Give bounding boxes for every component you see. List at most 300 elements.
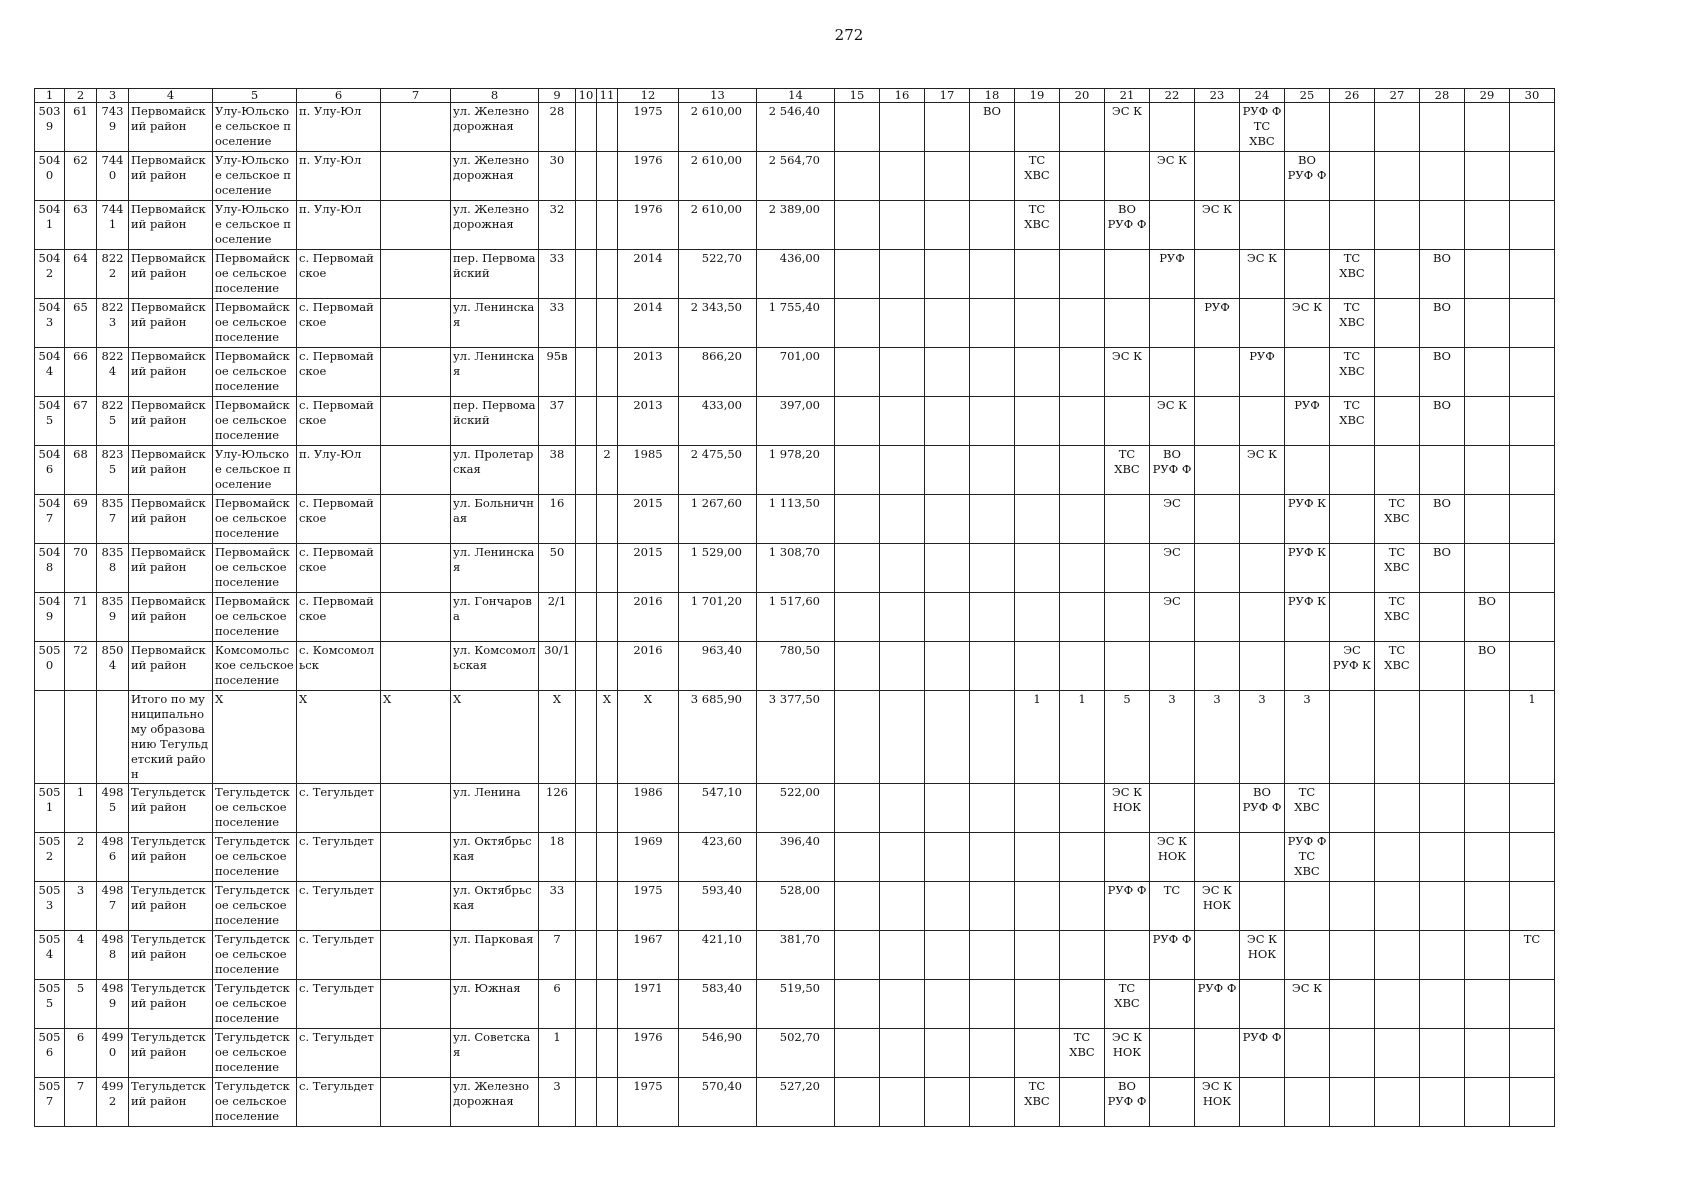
cell-col-20: [1060, 931, 1105, 980]
cell-col-11: [597, 397, 618, 446]
cell-col-24: ВО РУФ Ф: [1240, 784, 1285, 833]
cell-col-27: [1375, 446, 1420, 495]
cell-col-22: ЭС К: [1150, 397, 1195, 446]
cell-col-9: 37: [539, 397, 576, 446]
cell-col-1: 5042: [35, 250, 65, 299]
cell-col-21: [1105, 833, 1150, 882]
cell-col-26: ТС ХВС: [1330, 299, 1375, 348]
cell-col-20: [1060, 544, 1105, 593]
cell-col-25: ТС ХВС: [1285, 784, 1330, 833]
column-header-10: 10: [576, 89, 597, 103]
cell-col-20: [1060, 397, 1105, 446]
cell-col-29: [1465, 1029, 1510, 1078]
cell-col-3: 7440: [97, 152, 129, 201]
cell-col-23: [1195, 1029, 1240, 1078]
column-header-13: 13: [679, 89, 757, 103]
cell-col-15: [835, 642, 880, 691]
cell-col-6: с. Первомайское: [297, 348, 381, 397]
cell-col-18: [970, 201, 1015, 250]
cell-col-11: [597, 250, 618, 299]
cell-col-29: [1465, 980, 1510, 1029]
column-header-15: 15: [835, 89, 880, 103]
cell-col-4: Первомайский район: [129, 250, 213, 299]
cell-col-12: 1967: [618, 931, 679, 980]
cell-col-13: 421,10: [679, 931, 757, 980]
cell-col-8: ул. Гончарова: [451, 593, 539, 642]
cell-col-8: ул. Пролетарская: [451, 446, 539, 495]
cell-col-26: [1330, 593, 1375, 642]
cell-col-21: ТС ХВС: [1105, 980, 1150, 1029]
cell-col-8: пер. Первомайский: [451, 397, 539, 446]
cell-col-6: с. Первомайское: [297, 397, 381, 446]
cell-col-29: ВО: [1465, 593, 1510, 642]
cell-col-3: 4985: [97, 784, 129, 833]
cell-col-25: РУФ К: [1285, 593, 1330, 642]
cell-col-2: 1: [65, 784, 97, 833]
column-header-25: 25: [1285, 89, 1330, 103]
cell-col-2: 2: [65, 833, 97, 882]
column-header-3: 3: [97, 89, 129, 103]
cell-col-29: [1465, 833, 1510, 882]
cell-col-12: 1976: [618, 201, 679, 250]
cell-col-24: [1240, 201, 1285, 250]
cell-col-19: [1015, 348, 1060, 397]
cell-col-7: [381, 544, 451, 593]
cell-col-12: 1976: [618, 1029, 679, 1078]
cell-col-23: [1195, 833, 1240, 882]
cell-col-20: [1060, 980, 1105, 1029]
cell-col-9: 7: [539, 931, 576, 980]
cell-col-27: [1375, 833, 1420, 882]
cell-col-14: 1 517,60: [757, 593, 835, 642]
cell-col-27: ТС ХВС: [1375, 495, 1420, 544]
cell-col-10: [576, 882, 597, 931]
cell-col-12: 2015: [618, 544, 679, 593]
cell-col-27: [1375, 1078, 1420, 1127]
cell-col-14: 519,50: [757, 980, 835, 1029]
cell-col-12: 2013: [618, 397, 679, 446]
cell-col-26: [1330, 544, 1375, 593]
cell-col-28: [1420, 103, 1465, 152]
cell-col-13: 433,00: [679, 397, 757, 446]
cell-col-28: [1420, 593, 1465, 642]
cell-col-11: [597, 103, 618, 152]
cell-col-22: ЭС К: [1150, 152, 1195, 201]
cell-col-3: 4990: [97, 1029, 129, 1078]
cell-col-20: [1060, 1078, 1105, 1127]
cell-col-25: [1285, 1078, 1330, 1127]
cell-col-14: 1 978,20: [757, 446, 835, 495]
cell-col-23: [1195, 593, 1240, 642]
cell-col-16: [880, 784, 925, 833]
cell-col-23: [1195, 103, 1240, 152]
cell-col-11: [597, 1078, 618, 1127]
cell-col-12: 2016: [618, 593, 679, 642]
cell-col-2: 68: [65, 446, 97, 495]
cell-col-22: [1150, 201, 1195, 250]
cell-col-20: [1060, 201, 1105, 250]
cell-col-9: 3: [539, 1078, 576, 1127]
cell-col-2: 67: [65, 397, 97, 446]
cell-col-11: 2: [597, 446, 618, 495]
cell-col-18: [970, 250, 1015, 299]
column-header-24: 24: [1240, 89, 1285, 103]
cell-col-25: [1285, 642, 1330, 691]
cell-col-1: 5040: [35, 152, 65, 201]
cell-col-8: ул. Железнодорожная: [451, 152, 539, 201]
cell-col-8: пер. Первомайский: [451, 250, 539, 299]
cell-col-8: ул. Больничная: [451, 495, 539, 544]
cell-col-26: [1330, 784, 1375, 833]
cell-col-30: [1510, 1029, 1555, 1078]
cell-col-16: [880, 833, 925, 882]
cell-col-28: [1420, 882, 1465, 931]
cell-col-16: [880, 593, 925, 642]
cell-col-5: Улу-Юльское сельское поселение: [213, 152, 297, 201]
cell-col-21: [1105, 299, 1150, 348]
cell-col-5: Первомайское сельское поселение: [213, 593, 297, 642]
cell-col-16: [880, 882, 925, 931]
cell-col-26: [1330, 201, 1375, 250]
cell-col-4: Первомайский район: [129, 299, 213, 348]
cell-col-18: [970, 299, 1015, 348]
cell-col-25: [1285, 103, 1330, 152]
cell-col-5: Улу-Юльское сельское поселение: [213, 201, 297, 250]
cell-col-3: 8359: [97, 593, 129, 642]
cell-col-18: [970, 833, 1015, 882]
cell-col-21: [1105, 544, 1150, 593]
cell-col-2: [65, 691, 97, 784]
cell-col-9: 1: [539, 1029, 576, 1078]
cell-col-29: [1465, 299, 1510, 348]
cell-col-27: [1375, 299, 1420, 348]
cell-col-10: [576, 931, 597, 980]
cell-col-14: 2 389,00: [757, 201, 835, 250]
cell-col-7: [381, 446, 451, 495]
cell-col-22: ТС: [1150, 882, 1195, 931]
cell-col-14: 2 564,70: [757, 152, 835, 201]
registry-table: [34, 88, 1555, 1127]
cell-col-8: ул. Ленина: [451, 784, 539, 833]
cell-col-14: 381,70: [757, 931, 835, 980]
cell-col-15: [835, 1078, 880, 1127]
cell-col-6: с. Первомайское: [297, 299, 381, 348]
cell-col-4: Первомайский район: [129, 544, 213, 593]
cell-col-21: ТС ХВС: [1105, 446, 1150, 495]
cell-col-1: 5039: [35, 103, 65, 152]
table-row: [35, 495, 1555, 544]
cell-col-21: ВО РУФ Ф: [1105, 201, 1150, 250]
cell-col-21: ЭС К НОК: [1105, 1029, 1150, 1078]
cell-col-7: [381, 980, 451, 1029]
cell-col-25: [1285, 201, 1330, 250]
cell-col-1: 5047: [35, 495, 65, 544]
cell-col-5: X: [213, 691, 297, 784]
cell-col-24: [1240, 833, 1285, 882]
cell-col-30: [1510, 642, 1555, 691]
cell-col-27: [1375, 784, 1420, 833]
cell-col-3: 4988: [97, 931, 129, 980]
column-header-8: 8: [451, 89, 539, 103]
cell-col-8: ул. Железнодорожная: [451, 201, 539, 250]
cell-col-8: ул. Железнодорожная: [451, 1078, 539, 1127]
cell-col-1: 5045: [35, 397, 65, 446]
cell-col-22: ЭС: [1150, 544, 1195, 593]
cell-col-12: 1975: [618, 103, 679, 152]
cell-col-8: ул. Ленинская: [451, 544, 539, 593]
cell-col-17: [925, 882, 970, 931]
cell-col-2: 6: [65, 1029, 97, 1078]
cell-col-7: [381, 495, 451, 544]
cell-col-21: [1105, 642, 1150, 691]
cell-col-29: [1465, 931, 1510, 980]
cell-col-25: [1285, 931, 1330, 980]
cell-col-30: [1510, 1078, 1555, 1127]
cell-col-13: 2 343,50: [679, 299, 757, 348]
cell-col-12: 1975: [618, 1078, 679, 1127]
cell-col-30: [1510, 397, 1555, 446]
cell-col-5: Тегульдетское сельское поселение: [213, 1078, 297, 1127]
cell-col-20: ТС ХВС: [1060, 1029, 1105, 1078]
column-header-11: 11: [597, 89, 618, 103]
cell-col-26: [1330, 980, 1375, 1029]
cell-col-16: [880, 495, 925, 544]
cell-col-18: [970, 593, 1015, 642]
cell-col-20: [1060, 446, 1105, 495]
cell-col-29: [1465, 152, 1510, 201]
cell-col-3: 4992: [97, 1078, 129, 1127]
cell-col-7: [381, 784, 451, 833]
cell-col-26: ТС ХВС: [1330, 250, 1375, 299]
cell-col-3: 8358: [97, 544, 129, 593]
cell-col-18: [970, 397, 1015, 446]
cell-col-5: Тегульдетское сельское поселение: [213, 833, 297, 882]
cell-col-10: [576, 1029, 597, 1078]
cell-col-7: [381, 593, 451, 642]
column-header-20: 20: [1060, 89, 1105, 103]
cell-col-22: ВО РУФ Ф: [1150, 446, 1195, 495]
cell-col-25: РУФ К: [1285, 544, 1330, 593]
cell-col-8: ул. Октябрьская: [451, 833, 539, 882]
cell-col-14: 1 755,40: [757, 299, 835, 348]
cell-col-27: [1375, 691, 1420, 784]
cell-col-9: 33: [539, 250, 576, 299]
cell-col-15: [835, 397, 880, 446]
cell-col-17: [925, 642, 970, 691]
cell-col-8: ул. Парковая: [451, 931, 539, 980]
cell-col-21: [1105, 397, 1150, 446]
cell-col-5: Первомайское сельское поселение: [213, 348, 297, 397]
cell-col-23: [1195, 495, 1240, 544]
cell-col-20: 1: [1060, 691, 1105, 784]
cell-col-14: 3 377,50: [757, 691, 835, 784]
cell-col-16: [880, 1078, 925, 1127]
cell-col-15: [835, 299, 880, 348]
cell-col-15: [835, 201, 880, 250]
cell-col-18: [970, 1029, 1015, 1078]
cell-col-30: [1510, 201, 1555, 250]
cell-col-19: ТС ХВС: [1015, 1078, 1060, 1127]
cell-col-16: [880, 250, 925, 299]
cell-col-13: 1 267,60: [679, 495, 757, 544]
cell-col-25: ЭС К: [1285, 299, 1330, 348]
cell-col-15: [835, 103, 880, 152]
cell-col-9: 30/1: [539, 642, 576, 691]
cell-col-5: Тегульдетское сельское поселение: [213, 1029, 297, 1078]
cell-col-12: 1975: [618, 882, 679, 931]
table-row: [35, 882, 1555, 931]
cell-col-4: Первомайский район: [129, 201, 213, 250]
cell-col-24: РУФ Ф ТС ХВС: [1240, 103, 1285, 152]
cell-col-9: 32: [539, 201, 576, 250]
cell-col-2: 7: [65, 1078, 97, 1127]
cell-col-25: РУФ: [1285, 397, 1330, 446]
cell-col-3: 8504: [97, 642, 129, 691]
cell-col-18: [970, 784, 1015, 833]
cell-col-29: [1465, 348, 1510, 397]
cell-col-4: Тегульдетский район: [129, 784, 213, 833]
cell-col-17: [925, 103, 970, 152]
cell-col-9: 28: [539, 103, 576, 152]
cell-col-20: [1060, 833, 1105, 882]
cell-col-16: [880, 152, 925, 201]
cell-col-16: [880, 201, 925, 250]
cell-col-17: [925, 348, 970, 397]
cell-col-7: [381, 1078, 451, 1127]
cell-col-2: 66: [65, 348, 97, 397]
cell-col-22: [1150, 980, 1195, 1029]
cell-col-17: [925, 691, 970, 784]
cell-col-17: [925, 593, 970, 642]
column-header-14: 14: [757, 89, 835, 103]
cell-col-13: 866,20: [679, 348, 757, 397]
cell-col-19: [1015, 544, 1060, 593]
cell-col-22: [1150, 642, 1195, 691]
cell-col-12: 2013: [618, 348, 679, 397]
cell-col-7: [381, 642, 451, 691]
cell-col-19: [1015, 980, 1060, 1029]
cell-col-4: Первомайский район: [129, 397, 213, 446]
cell-col-11: X: [597, 691, 618, 784]
cell-col-4: Первомайский район: [129, 495, 213, 544]
column-header-9: 9: [539, 89, 576, 103]
cell-col-9: 2/1: [539, 593, 576, 642]
cell-col-27: [1375, 397, 1420, 446]
cell-col-26: [1330, 1078, 1375, 1127]
cell-col-26: [1330, 103, 1375, 152]
cell-col-5: Тегульдетское сельское поселение: [213, 784, 297, 833]
table-row: [35, 201, 1555, 250]
cell-col-15: [835, 446, 880, 495]
cell-col-6: X: [297, 691, 381, 784]
table-row: [35, 833, 1555, 882]
cell-col-14: 2 546,40: [757, 103, 835, 152]
cell-col-23: [1195, 544, 1240, 593]
cell-col-20: [1060, 593, 1105, 642]
cell-col-19: [1015, 103, 1060, 152]
cell-col-6: с. Тегульдет: [297, 882, 381, 931]
cell-col-11: [597, 882, 618, 931]
cell-col-26: ТС ХВС: [1330, 348, 1375, 397]
cell-col-14: 527,20: [757, 1078, 835, 1127]
cell-col-22: РУФ Ф: [1150, 931, 1195, 980]
column-header-21: 21: [1105, 89, 1150, 103]
cell-col-26: [1330, 882, 1375, 931]
cell-col-11: [597, 593, 618, 642]
cell-col-7: [381, 1029, 451, 1078]
cell-col-14: 1 113,50: [757, 495, 835, 544]
cell-col-1: 5043: [35, 299, 65, 348]
cell-col-6: с. Тегульдет: [297, 833, 381, 882]
column-header-17: 17: [925, 89, 970, 103]
cell-col-29: [1465, 397, 1510, 446]
column-header-5: 5: [213, 89, 297, 103]
cell-col-19: [1015, 642, 1060, 691]
cell-col-1: 5048: [35, 544, 65, 593]
cell-col-16: [880, 348, 925, 397]
cell-col-9: 30: [539, 152, 576, 201]
cell-col-9: 126: [539, 784, 576, 833]
cell-col-24: РУФ Ф: [1240, 1029, 1285, 1078]
cell-col-30: [1510, 544, 1555, 593]
cell-col-24: ЭС К НОК: [1240, 931, 1285, 980]
cell-col-21: ЭС К НОК: [1105, 784, 1150, 833]
cell-col-26: [1330, 152, 1375, 201]
cell-col-12: 1971: [618, 980, 679, 1029]
cell-col-13: 583,40: [679, 980, 757, 1029]
cell-col-15: [835, 250, 880, 299]
cell-col-7: [381, 152, 451, 201]
cell-col-19: [1015, 882, 1060, 931]
cell-col-11: [597, 833, 618, 882]
cell-col-29: ВО: [1465, 642, 1510, 691]
cell-col-30: [1510, 152, 1555, 201]
cell-col-23: РУФ: [1195, 299, 1240, 348]
cell-col-14: 528,00: [757, 882, 835, 931]
cell-col-8: ул. Октябрьская: [451, 882, 539, 931]
cell-col-18: [970, 446, 1015, 495]
cell-col-30: [1510, 446, 1555, 495]
cell-col-5: Комсомольское сельское поселение: [213, 642, 297, 691]
cell-col-25: [1285, 1029, 1330, 1078]
cell-col-12: X: [618, 691, 679, 784]
cell-col-27: [1375, 1029, 1420, 1078]
cell-col-15: [835, 980, 880, 1029]
cell-col-21: ВО РУФ Ф: [1105, 1078, 1150, 1127]
cell-col-28: [1420, 833, 1465, 882]
cell-col-1: 5049: [35, 593, 65, 642]
table-row: [35, 980, 1555, 1029]
cell-col-27: [1375, 103, 1420, 152]
cell-col-13: 2 610,00: [679, 201, 757, 250]
cell-col-16: [880, 397, 925, 446]
cell-col-10: [576, 833, 597, 882]
cell-col-7: [381, 201, 451, 250]
cell-col-3: 8357: [97, 495, 129, 544]
cell-col-29: [1465, 784, 1510, 833]
cell-col-23: [1195, 784, 1240, 833]
cell-col-13: 570,40: [679, 1078, 757, 1127]
cell-col-25: 3: [1285, 691, 1330, 784]
cell-col-4: Первомайский район: [129, 642, 213, 691]
cell-col-19: [1015, 446, 1060, 495]
cell-col-10: [576, 544, 597, 593]
cell-col-4: Итого по муниципальному образованию Тегульдетский район: [129, 691, 213, 784]
column-header-26: 26: [1330, 89, 1375, 103]
cell-col-24: [1240, 544, 1285, 593]
cell-col-22: ЭС: [1150, 495, 1195, 544]
cell-col-12: 1969: [618, 833, 679, 882]
